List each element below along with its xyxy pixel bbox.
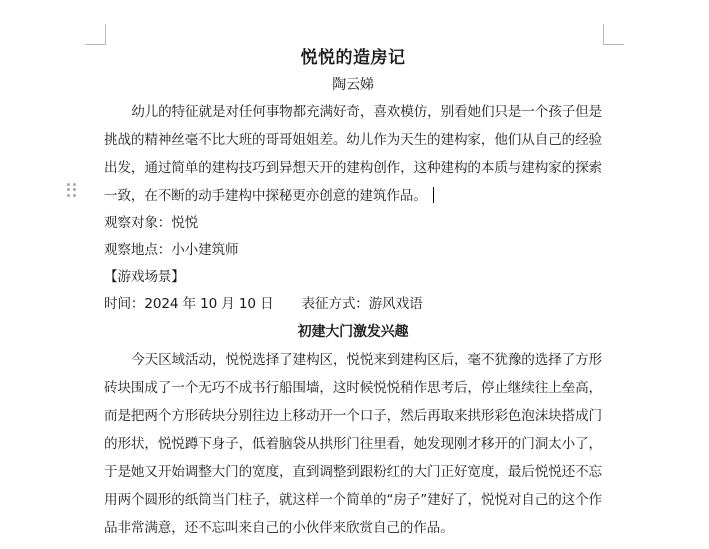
document-body[interactable] <box>104 44 602 542</box>
section-paragraph: 今天区域活动，悦悦选择了建构区，悦悦来到建构区后，毫不犹豫的选择了方形砖块围成了一个无巧不成书行船围墙，这时候悦悦稍作思考后，停止继续往上垒高，而是把两个方形砖块分别往边上移动开一个口子，然后再取来拱形彩色泡沫块搭成门的形状，悦悦蹲下身子，低着脑袋从拱形门往里看，她发现刚才移开的门洞太小了，于是她又开始调整大门的宽度，直到调整到跟粉红的大门正好宽度，最后悦悦还不忘用两个圆形的纸筒当门柱子，就这样一个简单的“房子”建好了，悦悦对自己的这个作品非常满意，还不忘叫来自己的小伙伴来欣赏自己的作品。 <box>104 352 602 536</box>
document-author: 陶云娣 <box>332 77 374 93</box>
time-method-line <box>104 291 602 318</box>
scene-heading: 【游戏场景】 <box>104 269 185 285</box>
page-corner-mark-top-right <box>603 24 624 45</box>
intro-text: 幼儿的特征就是对任何事物都充满好奇，喜欢模仿，别看她们只是一个孩子但是挑战的精神丝毫不比大班的哥哥姐姐差。幼儿作为天生的建构家，他们从自己的经验出发，通过简单的建构技巧到异想天开的建构创作，这种建构的本质与建构家的探索一致，在不断的动手建构中探秘更亦创意的建筑作品。 <box>104 104 602 204</box>
section-title: 初建大门激发兴趣 <box>297 324 409 340</box>
time-text: 时间：2024 年 10 月 10 日 <box>104 296 274 312</box>
paragraph-drag-handle-icon[interactable] <box>67 183 77 197</box>
intro-paragraph <box>104 98 602 210</box>
document-title: 悦悦的造房记 <box>300 48 406 68</box>
page-corner-mark-top-left <box>85 24 106 45</box>
method-text: 表征方式：游风戏语 <box>301 296 423 312</box>
text-cursor <box>433 187 435 203</box>
observe-place-line: 观察地点：小小建筑师 <box>104 242 239 258</box>
observe-target-line: 观察对象：悦悦 <box>104 215 199 231</box>
